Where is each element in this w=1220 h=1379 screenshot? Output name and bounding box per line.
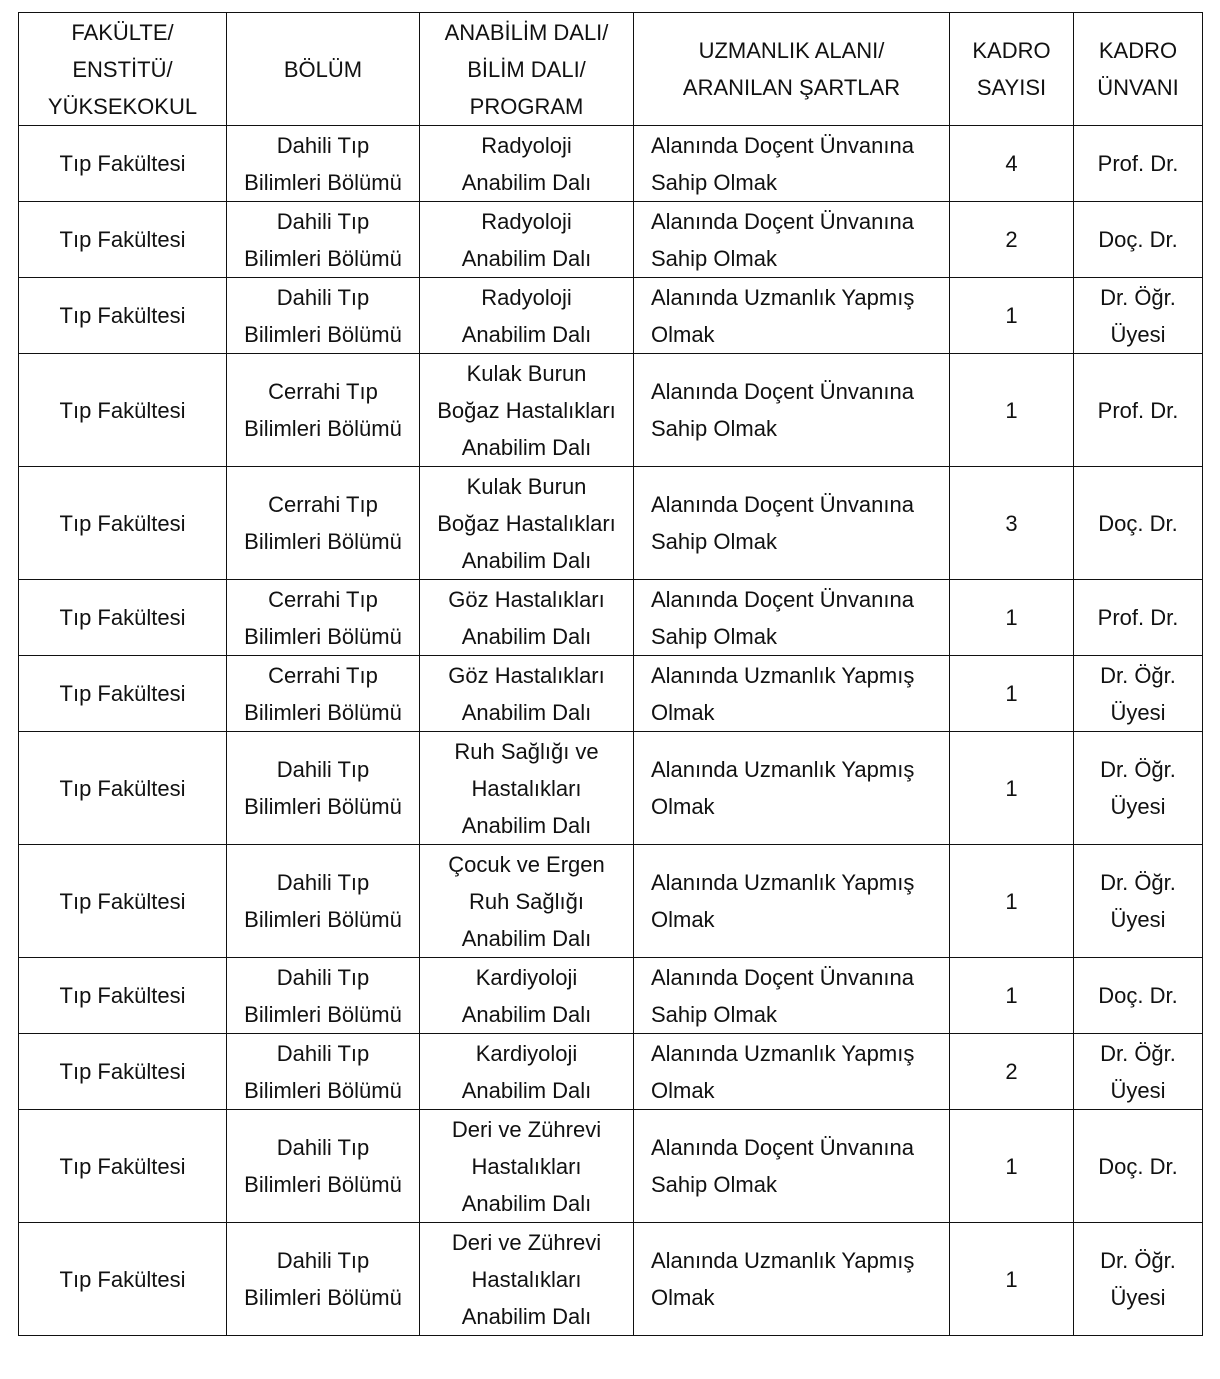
cell-anabilim-dali: Kulak Burun Boğaz Hastalıkları Anabilim Dalı xyxy=(420,354,634,467)
cell-fakulte: Tıp Fakültesi xyxy=(19,656,227,732)
cell-kadro-unvani: Prof. Dr. xyxy=(1074,126,1203,202)
cell-kadro-sayisi: 1 xyxy=(950,845,1074,958)
cell-kadro-sayisi: 1 xyxy=(950,278,1074,354)
cell-kadro-unvani: Dr. Öğr. Üyesi xyxy=(1074,1034,1203,1110)
cell-anabilim-dali: Göz Hastalıkları Anabilim Dalı xyxy=(420,580,634,656)
table-row xyxy=(19,1110,1203,1223)
cell-kadro-sayisi: 2 xyxy=(950,1034,1074,1110)
cell-bolum: Dahili Tıp Bilimleri Bölümü xyxy=(227,845,420,958)
cell-anabilim-dali: Göz Hastalıkları Anabilim Dalı xyxy=(420,656,634,732)
cell-kadro-unvani: Dr. Öğr. Üyesi xyxy=(1074,1223,1203,1336)
cell-kadro-sayisi: 1 xyxy=(950,1110,1074,1223)
cell-sartlar: Alanında Doçent Ünvanına Sahip Olmak xyxy=(634,1110,950,1223)
cell-kadro-unvani: Prof. Dr. xyxy=(1074,580,1203,656)
table-row xyxy=(19,278,1203,354)
cell-anabilim-dali: Kulak Burun Boğaz Hastalıkları Anabilim Dalı xyxy=(420,467,634,580)
table-row xyxy=(19,958,1203,1034)
cell-kadro-unvani: Prof. Dr. xyxy=(1074,354,1203,467)
cell-fakulte: Tıp Fakültesi xyxy=(19,845,227,958)
cell-bolum: Dahili Tıp Bilimleri Bölümü xyxy=(227,1034,420,1110)
cell-bolum: Dahili Tıp Bilimleri Bölümü xyxy=(227,278,420,354)
header-bolum: BÖLÜM xyxy=(227,13,420,126)
header-anabilim-dali: ANABİLİM DALI/ BİLİM DALI/ PROGRAM xyxy=(420,13,634,126)
cell-anabilim-dali: Radyoloji Anabilim Dalı xyxy=(420,278,634,354)
cell-bolum: Dahili Tıp Bilimleri Bölümü xyxy=(227,732,420,845)
cell-kadro-sayisi: 3 xyxy=(950,467,1074,580)
cell-sartlar: Alanında Uzmanlık Yapmış Olmak xyxy=(634,278,950,354)
table-row xyxy=(19,202,1203,278)
cell-anabilim-dali: Radyoloji Anabilim Dalı xyxy=(420,202,634,278)
cell-fakulte: Tıp Fakültesi xyxy=(19,732,227,845)
table-row xyxy=(19,656,1203,732)
cell-kadro-sayisi: 1 xyxy=(950,958,1074,1034)
cell-sartlar: Alanında Doçent Ünvanına Sahip Olmak xyxy=(634,354,950,467)
cell-sartlar: Alanında Doçent Ünvanına Sahip Olmak xyxy=(634,202,950,278)
cell-kadro-unvani: Doç. Dr. xyxy=(1074,1110,1203,1223)
table-row xyxy=(19,467,1203,580)
table-row xyxy=(19,732,1203,845)
table-row xyxy=(19,1034,1203,1110)
cell-kadro-unvani: Doç. Dr. xyxy=(1074,958,1203,1034)
cell-kadro-unvani: Dr. Öğr. Üyesi xyxy=(1074,278,1203,354)
cell-sartlar: Alanında Uzmanlık Yapmış Olmak xyxy=(634,845,950,958)
cell-fakulte: Tıp Fakültesi xyxy=(19,126,227,202)
cell-anabilim-dali: Çocuk ve Ergen Ruh Sağlığı Anabilim Dalı xyxy=(420,845,634,958)
cell-anabilim-dali: Kardiyoloji Anabilim Dalı xyxy=(420,958,634,1034)
cell-fakulte: Tıp Fakültesi xyxy=(19,202,227,278)
cell-bolum: Cerrahi Tıp Bilimleri Bölümü xyxy=(227,354,420,467)
cell-kadro-sayisi: 4 xyxy=(950,126,1074,202)
cell-anabilim-dali: Ruh Sağlığı ve Hastalıkları Anabilim Dalı xyxy=(420,732,634,845)
table-row xyxy=(19,354,1203,467)
cell-kadro-sayisi: 2 xyxy=(950,202,1074,278)
cell-fakulte: Tıp Fakültesi xyxy=(19,354,227,467)
cell-kadro-unvani: Dr. Öğr. Üyesi xyxy=(1074,845,1203,958)
cell-bolum: Cerrahi Tıp Bilimleri Bölümü xyxy=(227,467,420,580)
cell-sartlar: Alanında Uzmanlık Yapmış Olmak xyxy=(634,732,950,845)
cell-bolum: Dahili Tıp Bilimleri Bölümü xyxy=(227,126,420,202)
cell-kadro-sayisi: 1 xyxy=(950,354,1074,467)
cell-kadro-sayisi: 1 xyxy=(950,656,1074,732)
kadro-table xyxy=(18,12,1203,1336)
header-fakulte: FAKÜLTE/ ENSTİTÜ/ YÜKSEKOKUL xyxy=(19,13,227,126)
table-row xyxy=(19,580,1203,656)
cell-fakulte: Tıp Fakültesi xyxy=(19,580,227,656)
cell-kadro-unvani: Doç. Dr. xyxy=(1074,467,1203,580)
cell-fakulte: Tıp Fakültesi xyxy=(19,1110,227,1223)
cell-fakulte: Tıp Fakültesi xyxy=(19,958,227,1034)
table-row xyxy=(19,126,1203,202)
cell-bolum: Cerrahi Tıp Bilimleri Bölümü xyxy=(227,656,420,732)
cell-bolum: Dahili Tıp Bilimleri Bölümü xyxy=(227,958,420,1034)
cell-fakulte: Tıp Fakültesi xyxy=(19,278,227,354)
cell-bolum: Cerrahi Tıp Bilimleri Bölümü xyxy=(227,580,420,656)
cell-anabilim-dali: Deri ve Zührevi Hastalıkları Anabilim Dalı xyxy=(420,1110,634,1223)
cell-anabilim-dali: Deri ve Zührevi Hastalıkları Anabilim Dalı xyxy=(420,1223,634,1336)
header-kadro-sayisi: KADRO SAYISI xyxy=(950,13,1074,126)
cell-sartlar: Alanında Uzmanlık Yapmış Olmak xyxy=(634,1223,950,1336)
cell-fakulte: Tıp Fakültesi xyxy=(19,467,227,580)
cell-sartlar: Alanında Uzmanlık Yapmış Olmak xyxy=(634,1034,950,1110)
cell-fakulte: Tıp Fakültesi xyxy=(19,1034,227,1110)
cell-kadro-unvani: Doç. Dr. xyxy=(1074,202,1203,278)
cell-anabilim-dali: Radyoloji Anabilim Dalı xyxy=(420,126,634,202)
cell-kadro-sayisi: 1 xyxy=(950,732,1074,845)
cell-kadro-sayisi: 1 xyxy=(950,1223,1074,1336)
cell-bolum: Dahili Tıp Bilimleri Bölümü xyxy=(227,1110,420,1223)
header-row xyxy=(19,13,1203,126)
cell-sartlar: Alanında Doçent Ünvanına Sahip Olmak xyxy=(634,580,950,656)
cell-kadro-sayisi: 1 xyxy=(950,580,1074,656)
cell-fakulte: Tıp Fakültesi xyxy=(19,1223,227,1336)
cell-anabilim-dali: Kardiyoloji Anabilim Dalı xyxy=(420,1034,634,1110)
cell-kadro-unvani: Dr. Öğr. Üyesi xyxy=(1074,732,1203,845)
header-uzmanlik-alani: UZMANLIK ALANI/ ARANILAN ŞARTLAR xyxy=(634,13,950,126)
table-row xyxy=(19,1223,1203,1336)
cell-sartlar: Alanında Doçent Ünvanına Sahip Olmak xyxy=(634,467,950,580)
cell-bolum: Dahili Tıp Bilimleri Bölümü xyxy=(227,1223,420,1336)
cell-bolum: Dahili Tıp Bilimleri Bölümü xyxy=(227,202,420,278)
header-kadro-unvani: KADRO ÜNVANI xyxy=(1074,13,1203,126)
cell-sartlar: Alanında Uzmanlık Yapmış Olmak xyxy=(634,656,950,732)
cell-kadro-unvani: Dr. Öğr. Üyesi xyxy=(1074,656,1203,732)
cell-sartlar: Alanında Doçent Ünvanına Sahip Olmak xyxy=(634,958,950,1034)
cell-sartlar: Alanında Doçent Ünvanına Sahip Olmak xyxy=(634,126,950,202)
table-row xyxy=(19,845,1203,958)
